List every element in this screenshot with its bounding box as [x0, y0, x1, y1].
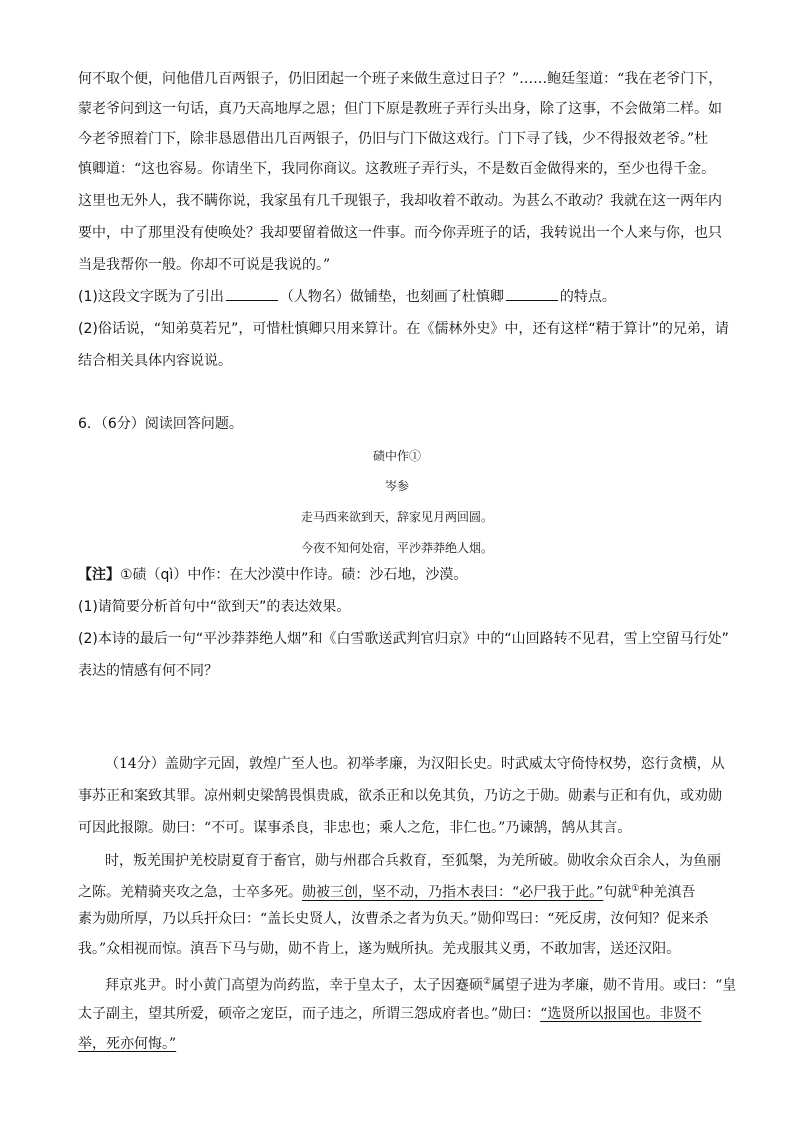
question-6-1: (1)请简要分析首句中“欲到天”的表达效果。	[78, 599, 351, 615]
passage-line-1: 何不取个便，问他借几百两银子，仍旧团起一个班子来做生意过日子？”……鲍廷玺道：“我在老爷门下，	[78, 71, 723, 87]
question-5-2-line-2: 结合相关具体内容说说。	[78, 353, 232, 369]
q7-para3-line-3	[78, 1035, 176, 1053]
passage-line-6: 要中，中了那里没有使唤处？我却要留着做这一件事。而今你弄班子的话，我转说出一个人来与你，也只	[78, 225, 722, 241]
answer-blank-trait[interactable]	[506, 288, 558, 301]
footnote-mark-2: ②	[483, 977, 492, 987]
q7-para3-line-1	[105, 973, 736, 995]
note-tag: 【注】	[78, 567, 120, 583]
poem-note	[78, 566, 467, 584]
question-5-1-part-a: (1)这段文字既为了引出	[78, 289, 224, 305]
passage-line-3: 今老爷照着门下，除非恳恩借出几百两银子，仍旧与门下做这戏行。门下寻了钱，少不得报效老爷。”杜	[78, 131, 709, 147]
note-text: ①碛（qì）中作：在大沙漠中作诗。碛：沙石地，沙漠。	[120, 567, 468, 583]
poem-author: 岑参	[384, 479, 409, 493]
passage-line-2: 蒙老爷问到这一句话，真乃天高地厚之恩；但门下原是教班子弄行头出身，除了这事，不会做第二样。如	[78, 101, 722, 117]
q7-para2-line-2-c: 种羌滇吾	[639, 884, 696, 901]
answer-blank-person[interactable]	[226, 288, 278, 301]
passage-line-7: 当是我帮你一般。你却不可说是我说的。”	[78, 257, 331, 273]
question-5-1-part-b: （人物名）做铺垫，也刻画了杜慎卿	[279, 289, 504, 305]
q7-para3-line-1-a: 拜京兆尹。时小黄门高望为尚药监，幸于皇太子，太子因蹇硕	[105, 977, 483, 994]
q7-para1-line-2: 事苏正和案致其罪。凉州刺史梁鹄畏惧贵戚，欲杀正和以免其负，乃访之于勋。勋素与正和有仇，或劝勋	[78, 788, 722, 804]
passage-line-4: 慎卿道：“这也容易。你请坐下，我同你商议。这教班子弄行头，不是数百金做得来的，至少也得千金。	[78, 161, 716, 177]
q7-para3-line-1-b: 属望子进为孝廉，勋不肯用。或曰：“皇	[491, 977, 737, 994]
underlined-sentence-2: “选贤所以报国也。非贤不	[540, 1006, 702, 1022]
q7-para2-line-2-a: 之陈。羌精骑夹攻之急，士卒多死。	[78, 884, 302, 901]
q7-para2-line-2-b: 句就	[603, 884, 632, 901]
q7-para2-line-1: 时，叛羌围护羌校尉夏育于畜官，勋与州郡合兵救育，至狐槃，为羌所破。勋收余众百余人，为鱼丽	[105, 853, 721, 869]
q7-para3-line-2	[78, 1005, 701, 1023]
poem-title: 碛中作①	[372, 449, 421, 463]
underlined-sentence-1: 勋被三创，坚不动，乃指木表曰：“必尸我于此。”	[302, 884, 604, 901]
q7-para1-line-1: （14分）盖勋字元固，敦煌广至人也。初举孝廉，为汉阳长史。时武威太守倚恃权势，恣行贪横，从	[105, 756, 725, 772]
q7-para2-line-3: 素为勋所厚，乃以兵扞众曰：“盖长史贤人，汝曹杀之者为负天。”勋仰骂曰：“死反虏，汝何知？促来杀	[78, 911, 709, 927]
underlined-sentence-2-end: 举，死亦何悔。”	[78, 1036, 177, 1052]
q7-para2-line-4: 我。”众相视而惊。滇吾下马与勋，勋不肯上，遂为贼所执。羌戎服其义勇，不敢加害，送还汉阳。	[78, 941, 681, 957]
q7-para2-line-2	[78, 880, 695, 902]
poem-line-1: 走马西来欲到天，辞家见月两回圆。	[300, 510, 493, 524]
question-6-2-line-1: (2)本诗的最后一句“平沙莽莽绝人烟”和《白雪歌送武判官归京》中的“山回路转不见君，雪上空留马行处”	[78, 631, 729, 647]
q7-para1-line-3: 可因此报隙。勋曰：“不可。谋事杀良，非忠也；乘人之危，非仁也。”乃谏鹄，鹄从其言。	[78, 820, 632, 836]
question-5-1	[78, 288, 616, 306]
question-5-2-line-1: (2)俗话说，“知弟莫若兄”，可惜杜慎卿只用来算计。在《儒林外史》中，还有这样“精于算计”的兄弟，请	[78, 321, 729, 337]
footnote-mark-1: ①	[631, 884, 640, 894]
question-6-header: 6．（6分）阅读回答问题。	[78, 416, 243, 432]
question-6-2-line-2: 表达的情感有何不同？	[78, 663, 218, 679]
q7-para3-line-2-a: 太子副主，望其所爱，硕帝之宠臣，而子违之，所谓三怨成府者也。”勋曰：	[78, 1006, 541, 1022]
poem-line-2: 今夜不知何处宿，平沙莽莽绝人烟。	[300, 541, 493, 555]
question-5-1-part-c: 的特点。	[559, 289, 616, 305]
passage-line-5: 这里也无外人，我不瞒你说，我家虽有几千现银子，我却收着不敢动。为甚么不敢动？我就在这一两年内	[78, 193, 722, 209]
